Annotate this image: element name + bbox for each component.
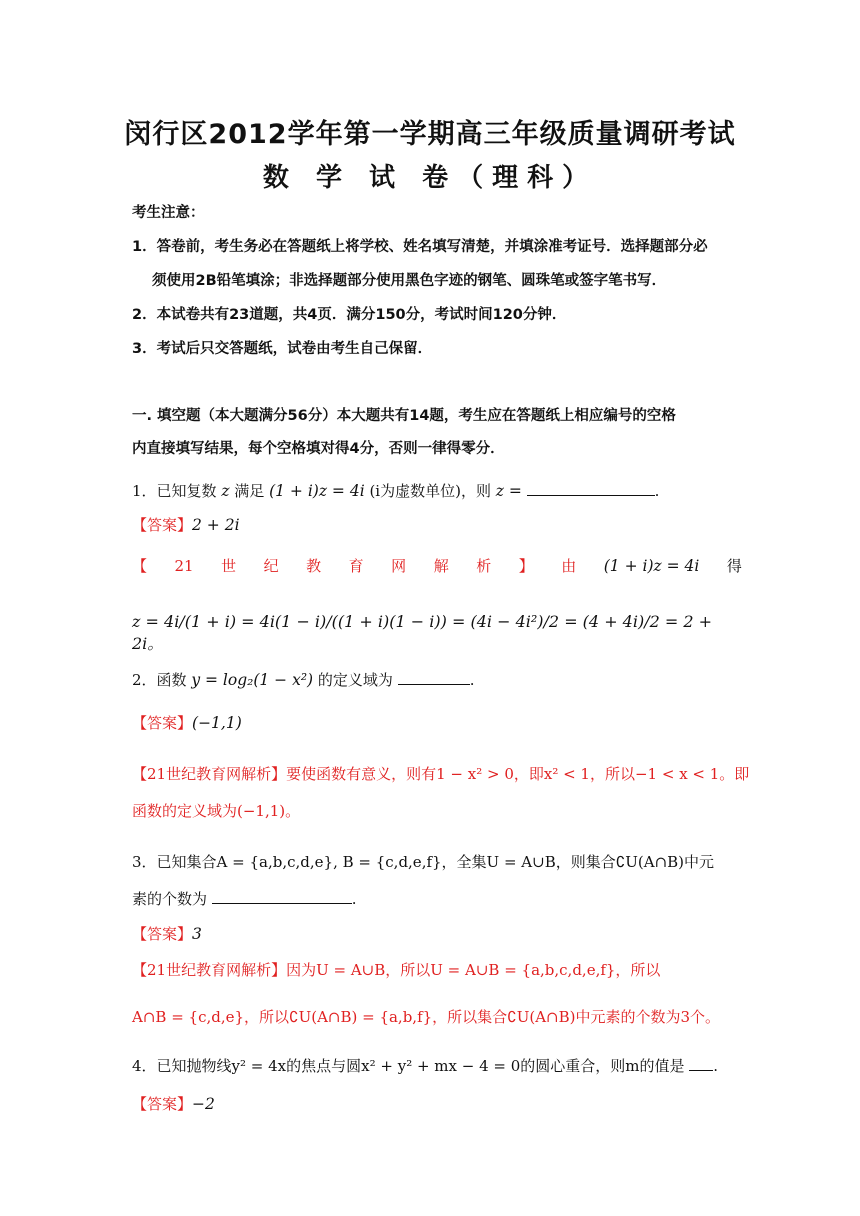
question-2-answer: 【答案】(−1,1): [132, 714, 242, 732]
notice-item-2: 2．本试卷共有23道题，共4页．满分150分，考试时间120分钟．: [132, 307, 567, 323]
question-4-stem: 4．已知抛物线y² = 4x的焦点与圆x² + y² + mx − 4 = 0的圆心重合，则m的值是 .: [132, 1057, 719, 1075]
notice-heading: 考生注意：: [132, 205, 205, 221]
question-2-analysis-line1: 【21世纪教育网解析】要使函数有意义，则有1 − x² > 0，即x² < 1，所以−1 < x < 1。即: [132, 765, 750, 783]
page-subtitle: 数 学 试 卷（理科）: [262, 163, 598, 193]
question-1-answer: 【答案】2 + 2i: [132, 516, 240, 534]
question-3-stem-line1: 3．已知集合A = {a,b,c,d,e}, B = {c,d,e,f}，全集U = A∪B，则集合∁U(A∩B)中元: [132, 853, 715, 871]
answer-blank: [212, 888, 352, 904]
question-3-analysis-line2: A∩B = {c,d,e}，所以∁U(A∩B) = {a,b,f}，所以集合∁U(A∩B)中元素的个数为3个。: [132, 1008, 721, 1026]
section-heading-line1: 一. 填空题（本大题满分56分）本大题共有14题，考生应在答题纸上相应编号的空格: [132, 408, 676, 424]
question-2-stem: 2．函数 y = log₂(1 − x²) 的定义域为 .: [132, 671, 475, 689]
notice-item-3: 3．考试后只交答题纸，试卷由考生自己保留．: [132, 341, 433, 357]
question-3-analysis-line1: 【21世纪教育网解析】因为U = A∪B，所以U = A∪B = {a,b,c,d,e,f}，所以: [132, 961, 661, 979]
question-1-analysis-line1: 【 21 世 纪 教 育 网 解 析 】 由 (1 + i)z = 4i 得: [132, 557, 742, 575]
notice-item-1-cont: 须使用2B铅笔填涂；非选择题部分使用黑色字迹的钢笔、圆珠笔或签字笔书写．: [152, 273, 667, 289]
answer-blank: [689, 1055, 713, 1071]
question-4-answer: 【答案】−2: [132, 1095, 215, 1113]
notice-item-1: 1．答卷前，考生务必在答题纸上将学校、姓名填写清楚，并填涂准考证号．选择题部分必: [132, 239, 708, 255]
section-heading-line2: 内直接填写结果，每个空格填对得4分，否则一律得零分．: [132, 441, 505, 457]
answer-blank: [527, 480, 655, 496]
question-3-stem-line2: 素的个数为 .: [132, 890, 357, 908]
question-1-stem: 1．已知复数 z 满足 (1 + i)z = 4i (i为虚数单位)，则 z = .: [132, 482, 660, 500]
question-3-answer: 【答案】3: [132, 925, 202, 943]
answer-blank: [398, 669, 470, 685]
page-title: 闵行区2012学年第一学期高三年级质量调研考试: [124, 119, 736, 150]
question-1-analysis-formula: z = 4i/(1 + i) = 4i(1 − i)/((1 + i)(1 − i)) = (4i − 4i²)/2 = (4 + 4i)/2 = 2 + 2i。: [132, 612, 713, 653]
question-2-analysis-line2: 函数的定义域为(−1,1)。: [132, 802, 301, 820]
